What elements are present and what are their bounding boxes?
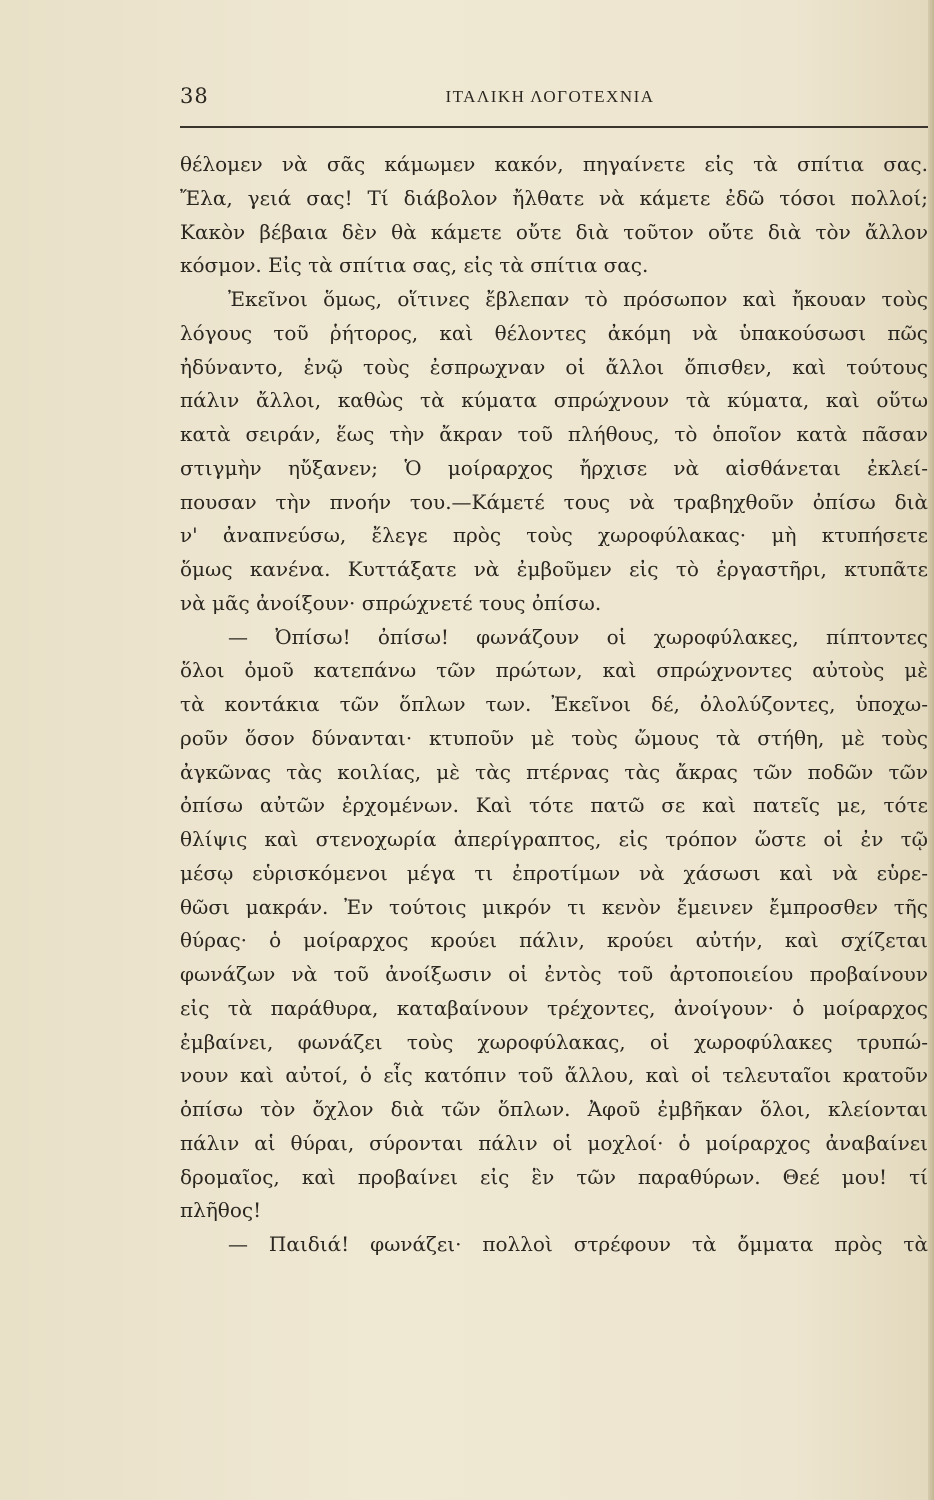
- page-header: [180, 84, 928, 118]
- text-line: — Παιδιά! φωνάζει· πολλοὶ στρέφουν τὰ ὄμματα πρὸς τὰ: [228, 1232, 928, 1256]
- text-line: θύρας· ὁ μοίραρχος κρούει πάλιν, κρούει αὐτήν, καὶ σχίζεται: [180, 928, 928, 953]
- text-line: θῶσι μακράν. Ἐν τούτοις μικρόν τι κενὸν ἔμεινεν ἔμπροσθεν τῆς: [180, 894, 928, 919]
- text-line: πάλιν αἱ θύραι, σύρονται πάλιν οἱ μοχλοί· ὁ μοίραρχος ἀναβαίνει: [180, 1130, 928, 1155]
- text-line: ἐμβαίνει, φωνάζει τοὺς χωροφύλακας, οἱ χωροφύλακες τρυπώ-: [180, 1029, 928, 1054]
- running-head: ΙΤΑΛΙΚΗ ΛΟΓΟΤΕΧΝΙΑ: [445, 87, 655, 106]
- text-line: θλίψις καὶ στενοχωρία ἀπερίγραπτος, εἰς τρόπον ὥστε οἱ ἐν τῷ: [180, 827, 928, 851]
- text-line: ροῦν ὅσον δύνανται· κτυποῦν μὲ τοὺς ὤμους τὰ στήθη, μὲ τοὺς: [180, 725, 928, 750]
- header-rule: [180, 126, 928, 128]
- text-line: πάλιν ἄλλοι, καθὼς τὰ κύματα σπρώχνουν τὰ κύματα, καὶ οὕτω: [180, 388, 928, 413]
- text-line: ἠδύναντο, ἐνῷ τοὺς ἐσπρωχναν οἱ ἄλλοι ὄπισθεν, καὶ τούτους: [180, 354, 928, 379]
- text-line: ἀγκῶνας τὰς κοιλίας, μὲ τὰς πτέρνας τὰς ἄκρας τῶν ποδῶν τῶν: [180, 759, 928, 784]
- text-line: λόγους τοῦ ῥήτορος, καὶ θέλοντες ἀκόμη νὰ ὑπακούσωσι πῶς: [180, 320, 928, 345]
- text-line: ν' ἀναπνεύσω, ἔλεγε πρὸς τοὺς χωροφύλακας· μὴ κτυπήσετε: [180, 523, 928, 548]
- text-line: θέλομεν νὰ σᾶς κάμωμεν κακόν, πηγαίνετε εἰς τὰ σπίτια σας.: [180, 152, 928, 176]
- text-line: στιγμὴν ηὔξανεν; Ὁ μοίραρχος ἤρχισε νὰ αἰσθάνεται ἐκλεί-: [180, 455, 928, 480]
- text-line: πουσαν τὴν πνοήν του.—Κάμετέ τους νὰ τραβηχθοῦν ὀπίσω διὰ: [180, 489, 928, 514]
- page-edge: [928, 0, 934, 1500]
- text-line: φωνάζων νὰ τοῦ ἀνοίξωσιν οἱ ἐντὸς τοῦ ἀρτοποιείου προβαίνουν: [180, 962, 928, 986]
- text-line: ὀπίσω τὸν ὄχλον διὰ τῶν ὅπλων. Ἀφοῦ ἐμβῆκαν ὅλοι, κλείονται: [180, 1097, 928, 1121]
- page-number: 38: [180, 84, 209, 108]
- text-line: κατὰ σειράν, ἕως τὴν ἄκραν τοῦ πλήθους, τὸ ὁποῖον κατὰ πᾶσαν: [180, 422, 928, 446]
- body-text: [180, 148, 928, 1262]
- text-line: πλῆθος!: [180, 1198, 262, 1223]
- text-line: Κακὸν βέβαια δὲν θὰ κάμετε οὔτε διὰ τοῦτον οὔτε διὰ τὸν ἄλλον: [180, 219, 928, 244]
- text-line: τὰ κοντάκια τῶν ὅπλων των. Ἐκεῖνοι δέ, ὀλολύζοντες, ὑποχω-: [180, 692, 928, 716]
- text-line: ὀπίσω αὐτῶν ἐρχομένων. Καὶ τότε πατῶ σε καὶ πατεῖς με, τότε: [180, 793, 928, 818]
- text-line: ὅλοι ὁμοῦ κατεπάνω τῶν πρώτων, καὶ σπρώχνοντες αὐτοὺς μὲ: [180, 658, 928, 683]
- text-line: μέσῳ εὑρισκόμενοι μέγα τι ἐπροτίμων νὰ χάσωσι καὶ νὰ εὑρε-: [180, 860, 928, 885]
- text-line: κόσμον. Εἰς τὰ σπίτια σας, εἰς τὰ σπίτια σας.: [180, 253, 649, 278]
- text-line: νὰ μᾶς ἀνοίξουν· σπρώχνετέ τους ὀπίσω.: [180, 590, 602, 615]
- text-line: εἰς τὰ παράθυρα, καταβαίνουν τρέχοντες, ἀνοίγουν· ὁ μοίραρχος: [180, 995, 928, 1020]
- text-line: Ἐκεῖνοι ὅμως, οἵτινες ἔβλεπαν τὸ πρόσωπον καὶ ἤκουαν τοὺς: [228, 287, 928, 311]
- text-line: νουν καὶ αὐτοί, ὁ εἷς κατόπιν τοῦ ἄλλου, καὶ οἱ τελευταῖοι κρατοῦν: [180, 1063, 928, 1088]
- text-line: δρομαῖος, καὶ προβαίνει εἰς ἓν τῶν παραθύρων. Θεέ μου! τί: [180, 1164, 928, 1189]
- text-line: Ἔλα, γειά σας! Τί διάβολον ἤλθατε νὰ κάμετε ἐδῶ τόσοι πολλοί;: [180, 185, 928, 210]
- text-line: — Ὀπίσω! ὀπίσω! φωνάζουν οἱ χωροφύλακες, πίπτοντες: [228, 624, 928, 649]
- text-line: ὅμως κανένα. Κυττάξατε νὰ ἐμβοῦμεν εἰς τὸ ἐργαστῆρι, κτυπᾶτε: [180, 557, 928, 581]
